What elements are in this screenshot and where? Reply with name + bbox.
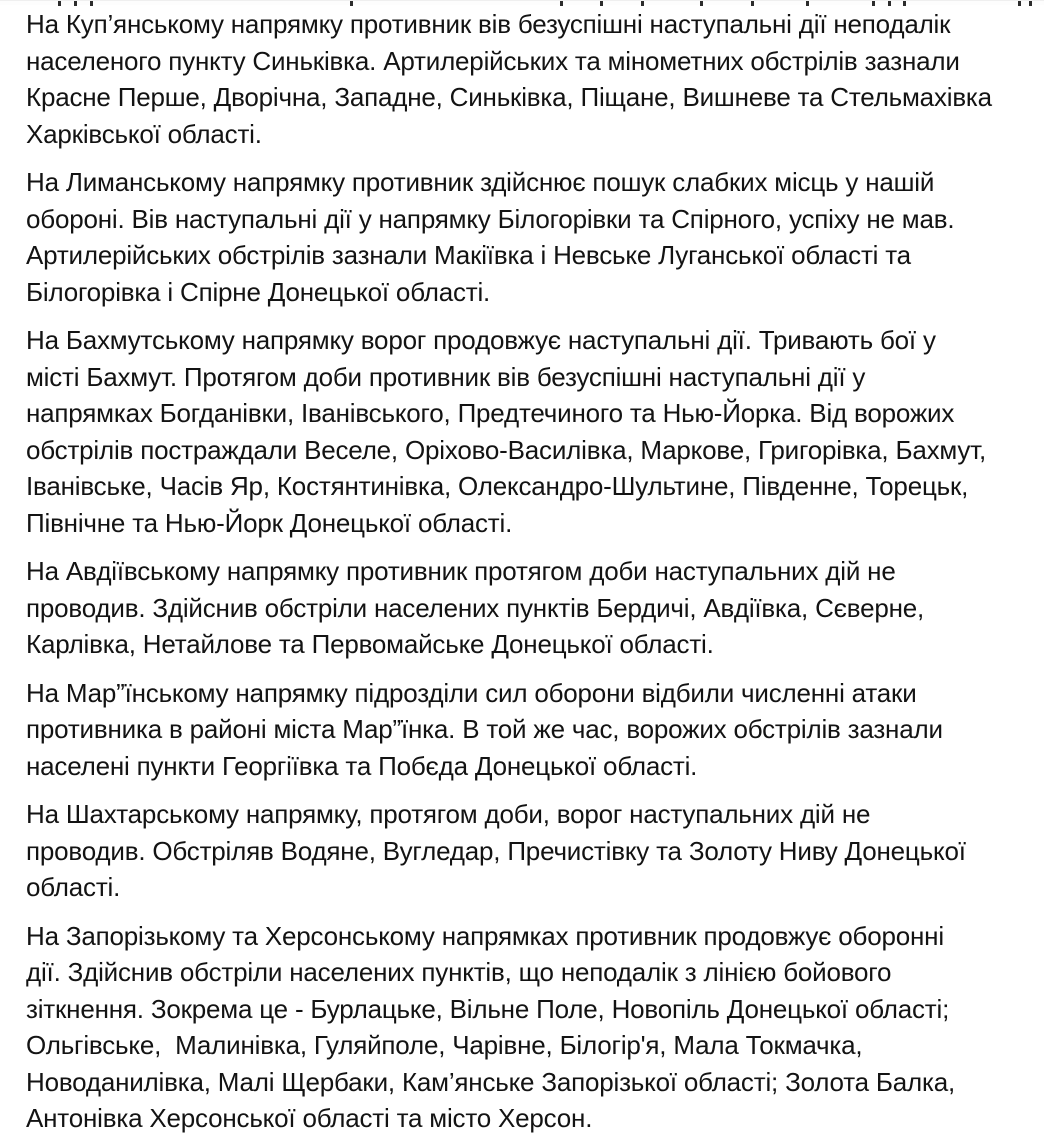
text-line: Антонівка Херсонської області та місто Херсон. [26,1103,593,1133]
cropped-glyph-fragment [903,1,906,6]
cropped-glyph-fragment [1018,1,1021,6]
cropped-glyph-fragment [872,1,875,6]
text-line: Карлівка, Нетайлове та Первомайське Донецької області. [26,629,714,659]
cropped-glyph-fragment [806,1,809,6]
text-line: Харківської області. [26,118,262,149]
cropped-glyph-fragment [700,1,703,6]
report-body [0,5,1044,1137]
cropped-glyph-fragment [74,1,77,6]
cropped-glyph-fragment [641,1,644,6]
paragraph-shakhtarsk-direction [26,796,1026,906]
text-line: противника в районі міста Мар”їнка. В той же час, ворожих обстрілів зазнали [26,714,943,744]
cropped-glyph-fragment [751,1,754,6]
paragraph-bakhmut-direction [26,322,1026,541]
text-line: населені пункти Георгіївка та Побєда Донецької області. [26,750,698,781]
text-line: Новоданилівка, Малі Щербаки, Кам’янське Запорізької області; Золота Балка, [26,1066,956,1097]
text-line: обстрілів постраждали Веселе, Оріхово-Василівка, Маркове, Григорівка, Бахмут, [26,434,987,465]
text-line: Північне та Нью-Йорк Донецької області. [26,507,513,538]
text-line: обороні. Вів наступальні дії у напрямку Білогорівки та Спірного, успіху не мав. [26,203,955,234]
text-line: На Куп’янському напрямку противник вів безуспішні наступальні дії неподалік [26,9,951,39]
cropped-glyph-fragment [58,1,61,6]
cropped-glyph-fragment [600,1,603,6]
paragraph-lyman-direction [26,164,1026,310]
text-line: На Авдіївському напрямку противник протягом доби наступальних дій не [26,556,896,586]
text-line: проводив. Здійснив обстріли населених пунктів Бердичі, Авдіївка, Сєверне, [26,592,925,623]
text-line: На Лиманському напрямку противник здійснює пошук слабких місць у нашій [26,167,935,197]
text-line: Красне Перше, Дворічна, Западне, Синьківка, Піщане, Вишневе та Стельмахівка [26,82,992,112]
text-line: На Бахмутському напрямку ворог продовжує наступальні дії. Тривають бої у [26,325,936,355]
paragraph-zaporizhzhia-kherson-direction [26,918,1026,1137]
text-line: області. [26,872,121,902]
paragraph-avdiivka-direction [26,553,1026,663]
text-line: Артилерійських обстрілів зазнали Макіївка і Невське Луганської області та [26,240,911,270]
paragraph-marinka-direction [26,675,1026,785]
text-line: На Запорізькому та Херсонському напрямках противник продовжує оборонні [26,920,944,951]
top-cropped-line [0,0,1044,5]
text-line: дії. Здійснив обстріли населених пунктів, що неподалік з лінією бойового [26,957,892,987]
cropped-glyph-fragment [888,1,891,6]
paragraph-kupiansk-direction [26,6,1026,152]
cropped-glyph-fragment [350,1,353,6]
report-paragraphs [26,6,1026,1137]
text-line: населеного пункту Синьківка. Артилерійських та мінометних обстрілів зазнали [26,45,960,76]
text-line: Ольгівське, Малинівка, Гуляйполе, Чарівне, Білогір'я, Мала Токмачка, [26,1030,863,1060]
text-line: місті Бахмут. Протягом доби противник вів безуспішні наступальні дії у [26,361,866,392]
cropped-glyph-fragment [1029,1,1032,6]
text-line: На Шахтарському напрямку, протягом доби, ворог наступальних дій не [26,799,871,829]
cropped-glyph-fragment [90,1,93,6]
text-line: Білогорівка і Спірне Донецької області. [26,276,491,307]
text-line: На Мар”їнському напрямку підрозділи сил оборони відбили численні атаки [26,677,917,708]
text-line: зіткнення. Зокрема це - Бурлацьке, Вільне Поле, Новопіль Донецької області; [26,993,950,1024]
text-line: проводив. Обстріляв Водяне, Вугледар, Пречистівку та Золоту Ниву Донецької [26,835,966,866]
text-line: напрямках Богданівки, Іванівського, Предтечиного та Нью-Йорка. Від ворожих [26,398,955,428]
cropped-glyph-fragment [560,1,563,6]
text-line: Іванівське, Часів Яр, Костянтинівка, Олександро-Шультине, Південне, Торецьк, [26,471,969,501]
